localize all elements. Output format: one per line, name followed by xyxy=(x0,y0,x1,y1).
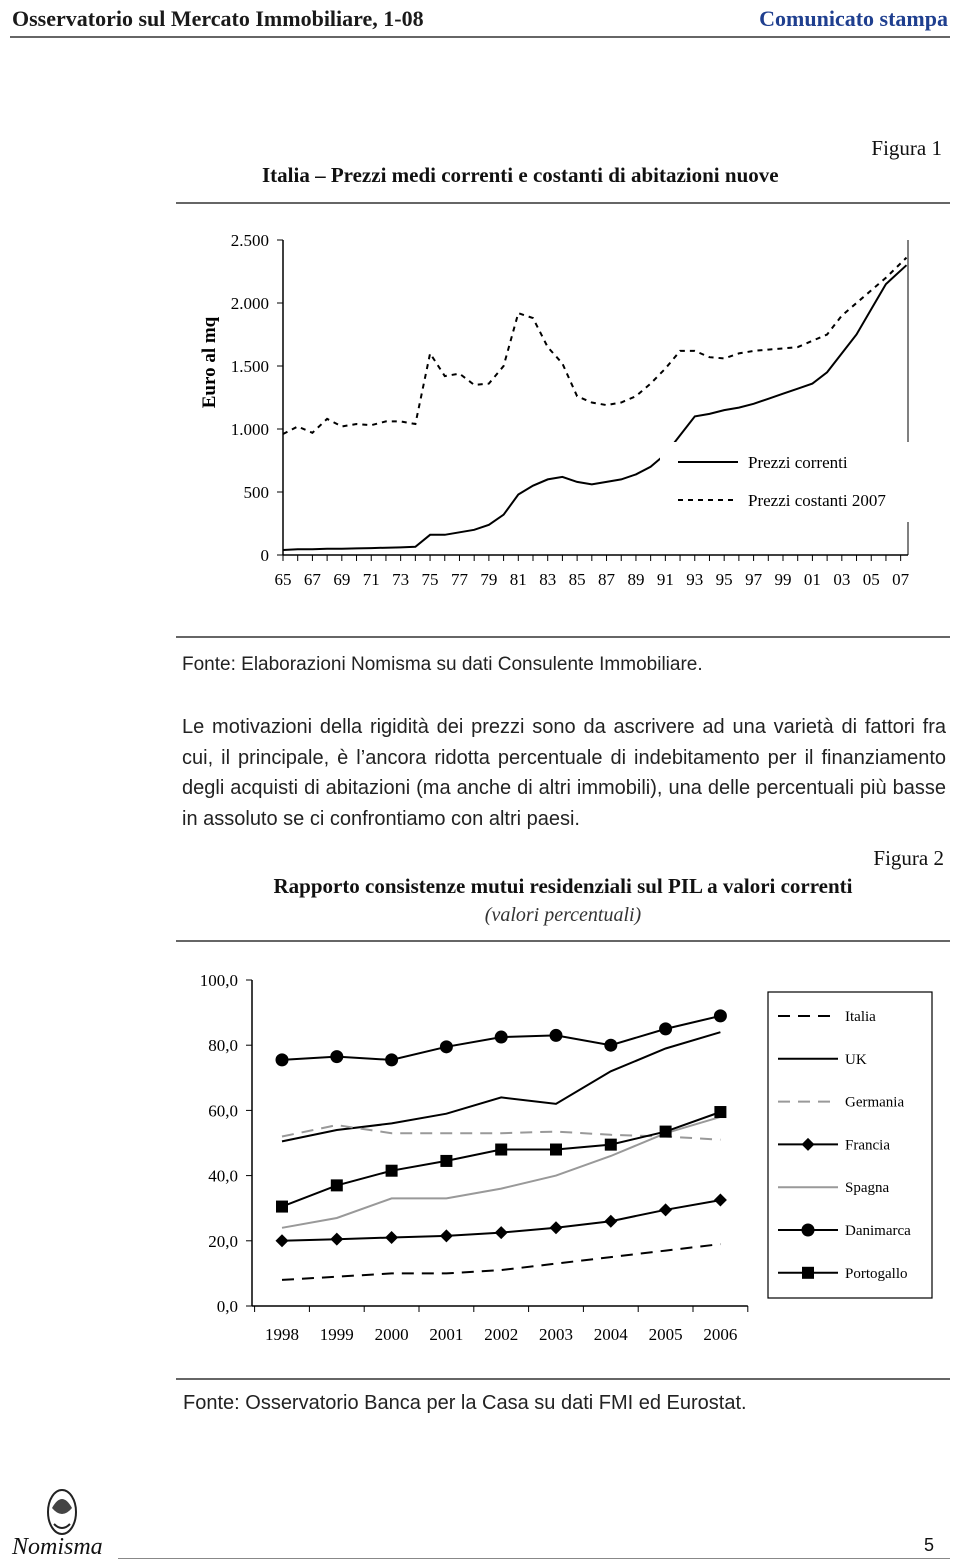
footer-rule xyxy=(118,1558,950,1559)
chart2-francia-point xyxy=(550,1221,563,1234)
chart1-x-tick-label: 75 xyxy=(421,570,439,589)
chart2-francia-point xyxy=(276,1234,289,1247)
header-title: Osservatorio sul Mercato Immobiliare, 1-08 xyxy=(12,6,424,31)
chart1-y-axis-label: Euro al mq xyxy=(199,316,220,409)
chart2-portogallo-point xyxy=(605,1139,617,1151)
chart2-y-tick-label: 0,0 xyxy=(216,1297,238,1316)
figure2-subtitle: (valori percentuali) xyxy=(484,904,642,926)
header-doc-type: Comunicato stampa xyxy=(759,6,948,31)
figure1-chart xyxy=(0,210,960,610)
chart2-danimarca-point xyxy=(659,1022,672,1035)
chart2-legend-marker xyxy=(802,1224,815,1237)
chart1-x-tick-label: 79 xyxy=(480,570,498,589)
header-rule xyxy=(10,36,950,38)
chart2-legend-label: UK xyxy=(845,1051,867,1068)
chart1-x-tick-label: 77 xyxy=(450,570,468,589)
chart1-x-tick-label: 87 xyxy=(598,570,616,589)
chart1-x-tick-label: 91 xyxy=(656,570,674,589)
chart2-y-tick-label: 60,0 xyxy=(208,1101,238,1121)
nomisma-logo-emblem xyxy=(40,1480,84,1542)
chart1-legend-label: Prezzi correnti xyxy=(748,453,848,472)
chart1-y-tick-label: 500 xyxy=(243,483,269,502)
chart2-y-tick-label: 100,0 xyxy=(199,971,238,990)
chart1-x-tick-label: 85 xyxy=(568,570,586,589)
chart2-portogallo-point xyxy=(331,1179,343,1191)
chart2-legend-marker xyxy=(802,1267,814,1279)
chart2-portogallo-point xyxy=(660,1126,672,1138)
chart2-francia-point xyxy=(714,1194,727,1207)
chart2-francia-point xyxy=(330,1233,343,1246)
chart2-danimarca-point xyxy=(550,1029,563,1042)
chart1-x-tick-label: 69 xyxy=(333,570,351,589)
chart1-y-axis xyxy=(199,231,283,565)
chart2-portogallo-point xyxy=(550,1144,562,1156)
chart2-y-tick-label: 20,0 xyxy=(208,1231,238,1251)
chart1-x-tick-label: 03 xyxy=(833,570,851,589)
chart2-danimarca-point xyxy=(714,1009,727,1022)
chart1-x-tick-label: 97 xyxy=(745,570,763,589)
chart2-series-italia-line xyxy=(282,1244,720,1280)
chart2-y-tick-label: 40,0 xyxy=(208,1166,238,1186)
chart1-y-tick-label: 0 xyxy=(260,546,269,565)
chart2-francia-point xyxy=(659,1203,672,1216)
chart2-x-tick-label: 1998 xyxy=(265,1325,299,1344)
chart1-x-tick-label: 93 xyxy=(686,570,704,589)
chart2-portogallo-point xyxy=(440,1155,452,1167)
chart2-series xyxy=(276,1009,727,1280)
figure1-number: Figura 1 xyxy=(871,136,942,160)
body-paragraph: Le motivazioni della rigidità dei prezzi sono da ascrivere ad una varietà di fattori fra cui, il principale, è l’ancora ridotta percentuale di indebitamento per il finanziamento degli acquisti di abitazioni (ma anche di altri immobili), una delle percentuali più basse in assoluto se ci confrontiamo con altri paesi. xyxy=(182,716,946,830)
chart2-y-axis xyxy=(200,971,252,1316)
chart1-legend-label: Prezzi costanti 2007 xyxy=(748,491,886,510)
figure1-top-rule xyxy=(176,202,950,204)
chart2-x-tick-label: 2001 xyxy=(429,1325,464,1344)
chart1-x-tick-label: 71 xyxy=(362,570,380,589)
chart2-x-tick-label: 2004 xyxy=(593,1325,628,1344)
chart2-danimarca-point xyxy=(276,1053,289,1066)
chart1-x-tick-label: 73 xyxy=(392,570,410,589)
chart2-series-uk-line xyxy=(282,1032,720,1141)
chart2-x-tick-label: 1999 xyxy=(319,1325,354,1344)
chart2-x-tick-label: 2000 xyxy=(374,1325,409,1344)
chart2-legend-label: Francia xyxy=(845,1137,890,1154)
figure1-source: Fonte: Elaborazioni Nomisma su dati Consulente Immobiliare. xyxy=(182,654,703,675)
chart1-y-tick-label: 2.500 xyxy=(230,231,269,250)
chart1-x-tick-label: 07 xyxy=(892,570,910,589)
chart2-legend xyxy=(768,992,932,1298)
chart2-x-tick-label: 2002 xyxy=(484,1325,519,1344)
figure2-number: Figura 2 xyxy=(873,846,944,870)
chart2-francia-point xyxy=(440,1229,453,1242)
chart2-legend-label: Italia xyxy=(845,1009,876,1025)
chart1-y-tick-label: 1.000 xyxy=(230,420,269,439)
chart1-x-axis xyxy=(275,240,910,589)
page-number: 5 xyxy=(923,1535,934,1555)
chart2-portogallo-point xyxy=(495,1144,507,1156)
chart1-x-tick-label: 67 xyxy=(303,570,321,589)
chart1-x-tick-label: 99 xyxy=(774,570,792,589)
chart1-y-tick-label: 2.000 xyxy=(230,294,269,313)
nomisma-logo-text: Nomisma xyxy=(12,1534,103,1560)
chart1-x-tick-label: 89 xyxy=(627,570,645,589)
chart1-x-tick-label: 65 xyxy=(274,570,292,589)
chart1-y-tick-label: 1.500 xyxy=(230,357,269,376)
chart2-danimarca-point xyxy=(604,1039,617,1052)
chart2-y-tick-label: 80,0 xyxy=(208,1036,238,1056)
figure2-title: Rapporto consistenze mutui residenziali sul PIL a valori correnti xyxy=(273,874,853,898)
figure2-chart xyxy=(0,950,960,1370)
chart1-x-tick-label: 01 xyxy=(803,570,821,589)
chart1-x-tick-label: 81 xyxy=(509,570,527,589)
chart2-danimarca-point xyxy=(330,1050,343,1063)
chart2-portogallo-point xyxy=(276,1201,288,1213)
figure2-source: Fonte: Osservatorio Banca per la Casa su dati FMI ed Eurostat. xyxy=(183,1392,747,1414)
chart2-x-tick-label: 2005 xyxy=(648,1325,683,1344)
figure2-top-rule xyxy=(176,940,950,942)
chart2-portogallo-point xyxy=(714,1106,726,1118)
chart1-series-prezzi-costanti-line xyxy=(283,258,907,434)
chart2-legend-label: Portogallo xyxy=(845,1265,908,1282)
chart2-x-tick-label: 2003 xyxy=(539,1325,573,1344)
chart2-x-axis xyxy=(252,1306,748,1344)
chart2-legend-label: Danimarca xyxy=(845,1223,911,1239)
chart1-x-tick-label: 95 xyxy=(715,570,733,589)
chart2-legend-label: Germania xyxy=(845,1094,905,1111)
figure1-bottom-rule xyxy=(176,636,950,638)
chart2-francia-point xyxy=(385,1231,398,1244)
chart2-portogallo-point xyxy=(386,1165,398,1177)
chart2-legend-label: Spagna xyxy=(845,1180,890,1197)
chart2-x-tick-label: 2006 xyxy=(703,1325,738,1344)
chart2-francia-point xyxy=(495,1226,508,1239)
chart1-legend xyxy=(660,442,910,522)
chart1-x-tick-label: 05 xyxy=(862,570,880,589)
figure1-title: Italia – Prezzi medi correnti e costanti di abitazioni nuove xyxy=(262,163,779,187)
chart1-x-tick-label: 83 xyxy=(539,570,557,589)
chart2-danimarca-point xyxy=(495,1031,508,1044)
chart2-francia-point xyxy=(604,1215,617,1228)
figure2-bottom-rule xyxy=(176,1378,950,1380)
chart2-danimarca-point xyxy=(440,1040,453,1053)
chart2-danimarca-point xyxy=(385,1053,398,1066)
